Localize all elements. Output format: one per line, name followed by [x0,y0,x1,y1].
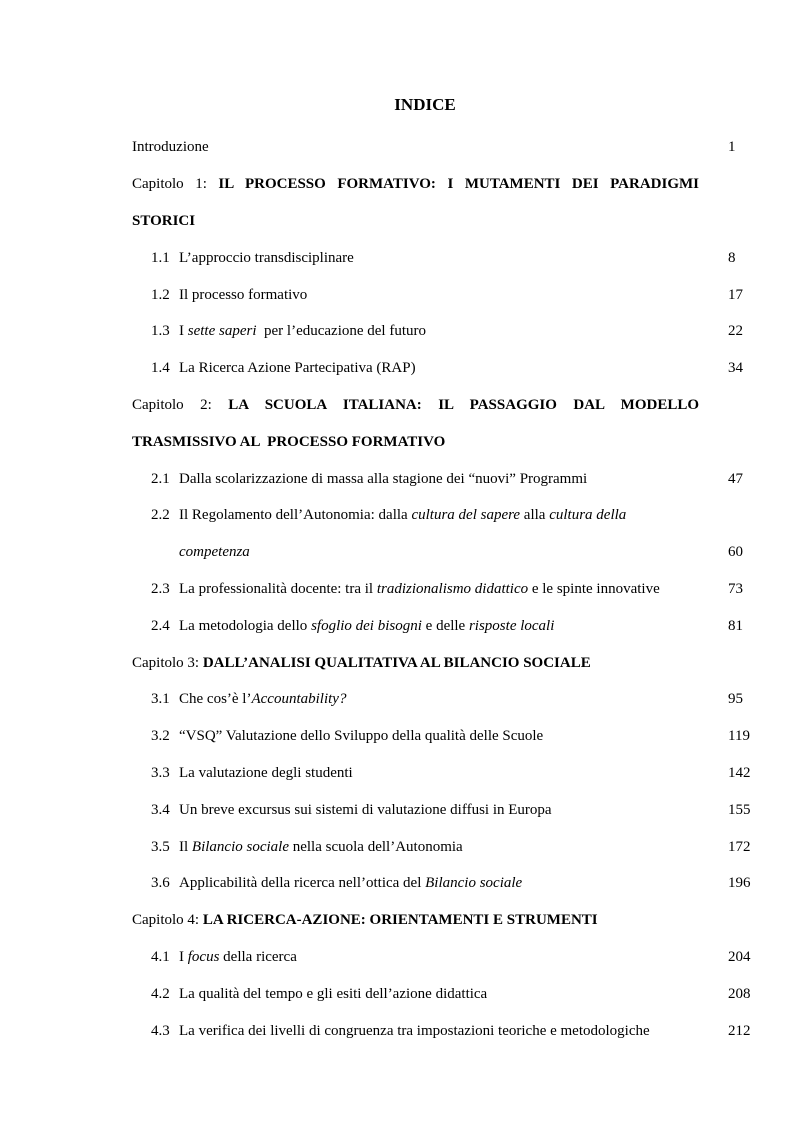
chapter-1-heading-cont [132,213,195,230]
chapter-prefix: Capitolo 2: [132,397,212,413]
section-number: 3.6 [151,875,170,891]
page-number: 196 [728,875,751,891]
toc-section-2-2 [151,507,626,524]
chapter-prefix: Capitolo 3: [132,655,200,671]
section-title: “VSQ” Valutazione dello Sviluppo della qualità delle Scuole [179,728,544,744]
section-title-italic: cultura del sapere [411,507,521,523]
toc-section-3-3 [151,765,353,782]
section-title-post: alla [520,507,550,523]
toc-section-3-6 [151,875,522,892]
section-title: Un breve excursus sui sistemi di valutazione diffusi in Europa [179,802,552,818]
toc-section-2-4 [151,618,554,635]
toc-section-3-5 [151,839,463,856]
page-number: 172 [728,839,751,855]
section-title-pre: I [179,323,188,339]
toc-section-3-2 [151,728,543,745]
page-number: 81 [728,618,743,634]
section-title-italic: sette saperi [187,323,257,339]
section-title-pre: Il Regolamento dell’Autonomia: dalla [179,507,412,523]
section-title: La qualità del tempo e gli esiti dell’azione didattica [179,986,488,1002]
chapter-4-heading [132,912,598,929]
chapter-2-heading-cont [132,434,445,451]
section-title-pre: La metodologia dello [179,618,312,634]
section-title-pre: I [179,949,188,965]
section-title-italic: Bilancio sociale [425,875,523,891]
toc-entry-introduzione [132,139,209,156]
section-title-pre: Che cos’è l’ [179,691,252,707]
section-title: La Ricerca Azione Partecipativa (RAP) [179,360,416,376]
chapter-title-cont: TRASMISSIVO AL PROCESSO FORMATIVO [132,434,446,450]
section-number: 3.5 [151,839,170,855]
section-number: 2.3 [151,581,170,597]
page-number: 212 [728,1023,751,1039]
section-title-italic: sfoglio dei bisogni [311,618,422,634]
section-title-post: per l’educazione del futuro [256,323,427,339]
chapter-prefix: Capitolo 1: [132,176,207,192]
section-number: 2.4 [151,618,170,634]
chapter-1-heading [132,176,699,193]
toc-section-4-2 [151,986,487,1003]
section-number: 1.2 [151,287,170,303]
chapter-title: LA RICERCA-AZIONE: ORIENTAMENTI E STRUMENTI [202,912,598,928]
chapter-title-cont: STORICI [132,213,196,229]
page-number: 8 [728,250,736,266]
page-number: 73 [728,581,743,597]
chapter-3-heading [132,655,591,672]
section-number: 2.2 [151,507,170,523]
section-number: 4.2 [151,986,170,1002]
page-number: 208 [728,986,751,1002]
page-number: 204 [728,949,751,965]
section-title-italic: Bilancio sociale [191,839,289,855]
section-title: Il processo formativo [179,287,308,303]
page-number: 17 [728,287,743,303]
toc-section-1-4 [151,360,416,377]
page-number: 47 [728,471,743,487]
page-number: 119 [728,728,750,744]
section-number: 4.3 [151,1023,170,1039]
section-title: La verifica dei livelli di congruenza tra impostazioni teoriche e metodologiche [179,1023,650,1039]
section-number: 3.2 [151,728,170,744]
toc-section-2-3 [151,581,660,598]
toc-section-1-2 [151,287,307,304]
section-number: 1.3 [151,323,170,339]
section-title-pre: Applicabilità della ricerca nell’ottica del [179,875,426,891]
page-title: INDICE [394,95,456,114]
section-title-post: e le spinte innovative [528,581,660,597]
page-number: 60 [728,544,743,560]
page-number: 142 [728,765,751,781]
section-title-italic-2: risposte locali [468,618,555,634]
section-number: 3.1 [151,691,170,707]
section-title-post: della ricerca [219,949,297,965]
page-number: 1 [728,139,736,155]
section-title-post: nella scuola dell’Autonomia [288,839,463,855]
section-title-italic-2: cultura della [549,507,627,523]
section-title-pre: La professionalità docente: tra il [179,581,377,597]
section-number: 1.4 [151,360,170,376]
section-title: La valutazione degli studenti [179,765,353,781]
section-title-pre: Il [179,839,192,855]
chapter-title: LA SCUOLA ITALIANA: IL PASSAGGIO DAL MODELLO [228,397,699,413]
page-number: 34 [728,360,743,376]
chapter-title: IL PROCESSO FORMATIVO: I MUTAMENTI DEI PARADIGMI [218,176,700,192]
toc-section-1-1 [151,250,354,267]
section-title-italic: tradizionalismo didattico [376,581,529,597]
toc-section-4-1 [151,949,297,966]
section-number: 3.3 [151,765,170,781]
page-number: 155 [728,802,751,818]
section-number: 2.1 [151,471,170,487]
page-number: 95 [728,691,743,707]
section-title-italic: focus [187,949,220,965]
toc-section-1-3 [151,323,426,340]
section-title-italic-cont: competenza [179,544,250,560]
toc-section-4-3 [151,1023,650,1040]
section-number: 4.1 [151,949,170,965]
section-title: Dalla scolarizzazione di massa alla stagione dei “nuovi” Programmi [179,471,588,487]
chapter-prefix: Capitolo 4: [132,912,200,928]
toc-section-2-1 [151,471,587,488]
section-number: 1.1 [151,250,170,266]
toc-entry-label: Introduzione [132,139,209,155]
toc-section-3-4 [151,802,552,819]
toc-section-2-2-cont [179,544,250,561]
chapter-2-heading [132,397,699,414]
chapter-title: DALL’ANALISI QUALITATIVA AL BILANCIO SOCIALE [202,655,591,671]
section-number: 3.4 [151,802,170,818]
section-title-post: e delle [421,618,469,634]
section-title: L’approccio transdisciplinare [179,250,354,266]
toc-section-3-1 [151,691,346,708]
page-number: 22 [728,323,743,339]
section-title-italic: Accountability? [251,691,347,707]
